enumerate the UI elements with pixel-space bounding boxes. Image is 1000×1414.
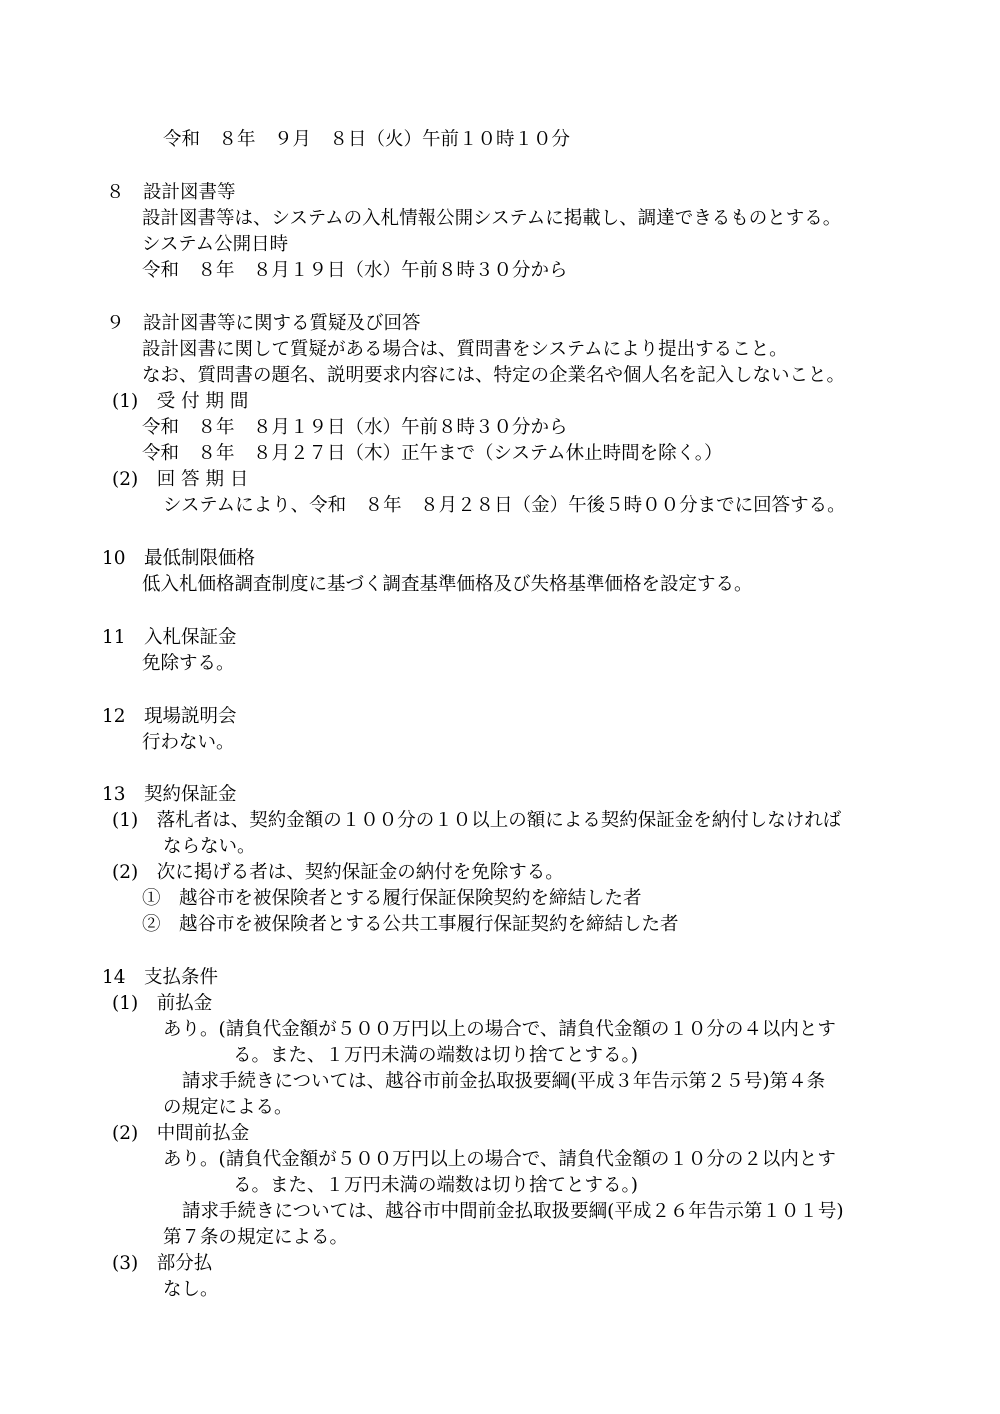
- subsection-heading: (1) 受 付 期 間: [112, 391, 249, 412]
- text-line: あり。(請負代金額が５００万円以上の場合で、請負代金額の１０分の２以内とす: [163, 1149, 836, 1170]
- date-line: 令和 ８年 ９月 ８日（火）午前１０時１０分: [163, 129, 571, 150]
- text-line: 免除する。: [142, 653, 235, 674]
- text-line: 令和 ８年 ８月１９日（水）午前８時３０分から: [142, 260, 568, 281]
- text-line: なし。: [163, 1279, 219, 1300]
- section-13-heading: 13 契約保証金: [102, 784, 237, 805]
- subsection-heading: (3) 部分払: [112, 1253, 213, 1274]
- text-line: 行わない。: [142, 732, 235, 753]
- section-9-heading: ９ 設計図書等に関する質疑及び回答: [106, 313, 421, 334]
- subsection-heading: (2) 回 答 期 日: [112, 469, 249, 490]
- text-line: なお、質問書の題名、説明要求内容には、特定の企業名や個人名を記入しないこと。: [142, 365, 846, 386]
- text-line: 設計図書に関して質疑がある場合は、質問書をシステムにより提出すること。: [142, 339, 788, 360]
- text-line: の規定による。: [163, 1097, 293, 1118]
- text-line: 低入札価格調査制度に基づく調査基準価格及び失格基準価格を設定する。: [142, 574, 753, 595]
- section-10-heading: 10 最低制限価格: [102, 548, 256, 569]
- section-11-heading: 11 入札保証金: [102, 627, 237, 648]
- list-item: ② 越谷市を被保険者とする公共工事履行保証契約を締結した者: [142, 914, 679, 935]
- text-line: システムにより、令和 ８年 ８月２８日（金）午後５時００分までに回答する。: [163, 495, 846, 516]
- list-item: ① 越谷市を被保険者とする履行保証保険契約を締結した者: [142, 888, 642, 909]
- text-line: 設計図書等は、システムの入札情報公開システムに掲載し、調達できるものとする。: [142, 208, 842, 229]
- subsection-heading: (2) 中間前払金: [112, 1123, 250, 1144]
- text-line: 令和 ８年 ８月２７日（木）正午まで（システム休止時間を除く。）: [142, 443, 723, 464]
- text-line: システム公開日時: [142, 234, 289, 255]
- subsection-heading: (1) 落札者は、契約金額の１００分の１０以上の額による契約保証金を納付しなければ: [112, 810, 842, 831]
- text-line: あり。(請負代金額が５００万円以上の場合で、請負代金額の１０分の４以内とす: [163, 1019, 836, 1040]
- subsection-heading: (1) 前払金: [112, 993, 213, 1014]
- text-line: 請求手続きについては、越谷市中間前金払取扱要綱(平成２６年告示第１０１号): [182, 1201, 844, 1222]
- text-line: 請求手続きについては、越谷市前金払取扱要綱(平成３年告示第２５号)第４条: [182, 1071, 826, 1092]
- text-line: る。また、１万円未満の端数は切り捨てとする。): [233, 1045, 638, 1066]
- text-line: る。また、１万円未満の端数は切り捨てとする。): [233, 1175, 638, 1196]
- section-8-heading: ８ 設計図書等: [106, 182, 236, 203]
- text-line: 令和 ８年 ８月１９日（水）午前８時３０分から: [142, 417, 568, 438]
- text-line: 第７条の規定による。: [163, 1227, 349, 1248]
- section-12-heading: 12 現場説明会: [102, 706, 237, 727]
- subsection-heading: (2) 次に掲げる者は、契約保証金の納付を免除する。: [112, 862, 564, 883]
- text-line: ならない。: [163, 836, 256, 857]
- section-14-heading: 14 支払条件: [102, 967, 219, 988]
